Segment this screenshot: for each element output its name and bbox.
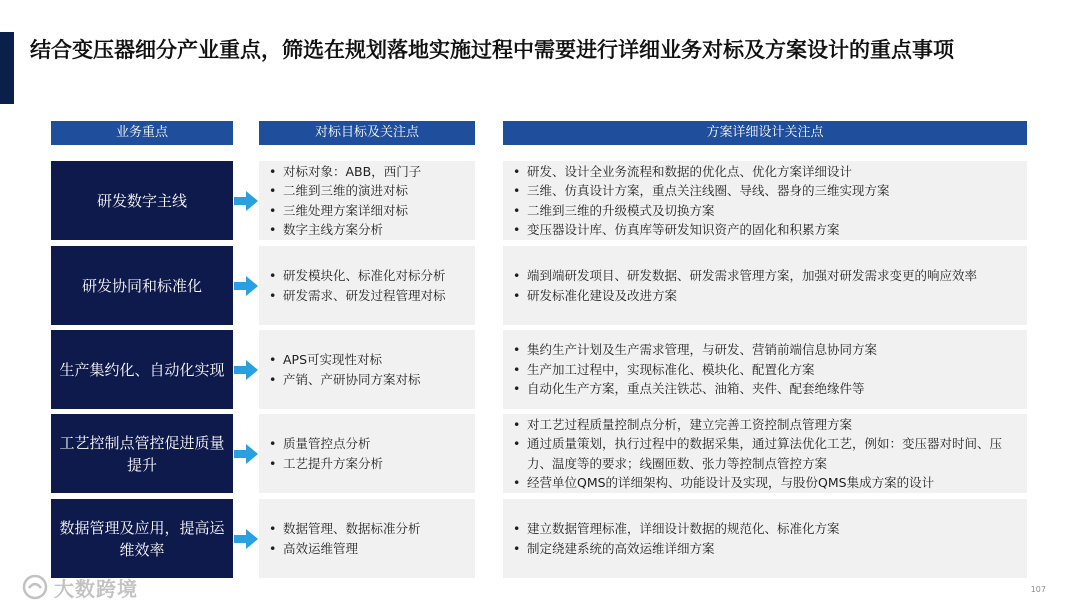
list-item: • 对标对象：ABB，西门子 <box>269 162 467 182</box>
header-design-focus: 方案详细设计关注点 <box>503 121 1027 145</box>
benchmark-targets-box <box>259 161 475 240</box>
brand-logo-icon <box>22 574 48 600</box>
arrow-right-icon <box>234 529 258 549</box>
business-focus-box: 数据管理及应用，提高运维效率 <box>51 499 233 578</box>
list-item: • 工艺提升方案分析 <box>269 454 467 474</box>
watermark-logo <box>22 572 138 602</box>
list-item: • 三维、仿真设计方案，重点关注线圈、导线、器身的三维实现方案 <box>513 181 1019 201</box>
page-title: 结合变压器细分产业重点，筛选在规划落地实施过程中需要进行详细业务对标及方案设计的重点事项 <box>30 38 954 62</box>
list-item: • 对工艺过程质量控制点分析，建立完善工资控制点管理方案 <box>513 415 1019 435</box>
page-number: 107 <box>1030 585 1046 594</box>
list-item: • 高效运维管理 <box>269 539 467 559</box>
design-focus-box <box>503 499 1027 578</box>
list-item: • 研发模块化、标准化对标分析 <box>269 266 467 286</box>
design-focus-box <box>503 330 1027 409</box>
list-item: • 生产加工过程中，实现标准化、模块化、配置化方案 <box>513 360 1019 380</box>
list-item: • 产销、产研协同方案对标 <box>269 370 467 390</box>
list-item: • 研发需求、研发过程管理对标 <box>269 286 467 306</box>
arrow-right-icon <box>234 276 258 296</box>
design-focus-box <box>503 161 1027 240</box>
business-focus-box: 研发数字主线 <box>51 161 233 240</box>
list-item: • 研发标准化建设及改进方案 <box>513 286 1019 306</box>
business-focus-box: 工艺控制点管控促进质量提升 <box>51 414 233 493</box>
list-item: • 变压器设计库、仿真库等研发知识资产的固化和积累方案 <box>513 220 1019 240</box>
business-focus-box: 生产集约化、自动化实现 <box>51 330 233 409</box>
list-item: • 经营单位QMS的详细架构、功能设计及实现，与股份QMS集成方案的设计 <box>513 473 1019 493</box>
list-item: • 研发、设计全业务流程和数据的优化点、优化方案详细设计 <box>513 162 1019 182</box>
benchmark-targets-box <box>259 330 475 409</box>
header-business-focus: 业务重点 <box>51 121 233 145</box>
list-item: • 制定绕建系统的高效运维详细方案 <box>513 539 1019 559</box>
list-item: • 端到端研发项目、研发数据、研发需求管理方案，加强对研发需求变更的响应效率 <box>513 266 1019 286</box>
title-accent-bar <box>0 32 14 104</box>
list-item: • 建立数据管理标准，详细设计数据的规范化、标准化方案 <box>513 519 1019 539</box>
list-item: • 质量管控点分析 <box>269 434 467 454</box>
design-focus-box <box>503 414 1027 493</box>
design-focus-box <box>503 246 1027 325</box>
arrow-right-icon <box>234 191 258 211</box>
list-item: • 集约生产计划及生产需求管理，与研发、营销前端信息协同方案 <box>513 340 1019 360</box>
list-item: • 三维处理方案详细对标 <box>269 201 467 221</box>
list-item: • 二维到三维的升级模式及切换方案 <box>513 201 1019 221</box>
benchmark-targets-box <box>259 499 475 578</box>
benchmark-targets-box <box>259 246 475 325</box>
business-focus-box: 研发协同和标准化 <box>51 246 233 325</box>
list-item: • 数字主线方案分析 <box>269 220 467 240</box>
list-item: • 二维到三维的演进对标 <box>269 181 467 201</box>
header-benchmark-targets: 对标目标及关注点 <box>259 121 475 145</box>
list-item: • 通过质量策划，执行过程中的数据采集，通过算法优化工艺，例如：变压器对时间、压力、温度等的要求；线圈匝数、张力等控制点管控方案 <box>513 434 1019 473</box>
arrow-right-icon <box>234 444 258 464</box>
benchmark-targets-box <box>259 414 475 493</box>
list-item: • 自动化生产方案，重点关注铁芯、油箱、夹件、配套绝缘件等 <box>513 379 1019 399</box>
list-item: • 数据管理、数据标准分析 <box>269 519 467 539</box>
watermark-text: 大数跨境 <box>54 576 138 601</box>
list-item: • APS可实现性对标 <box>269 350 467 370</box>
arrow-right-icon <box>234 360 258 380</box>
